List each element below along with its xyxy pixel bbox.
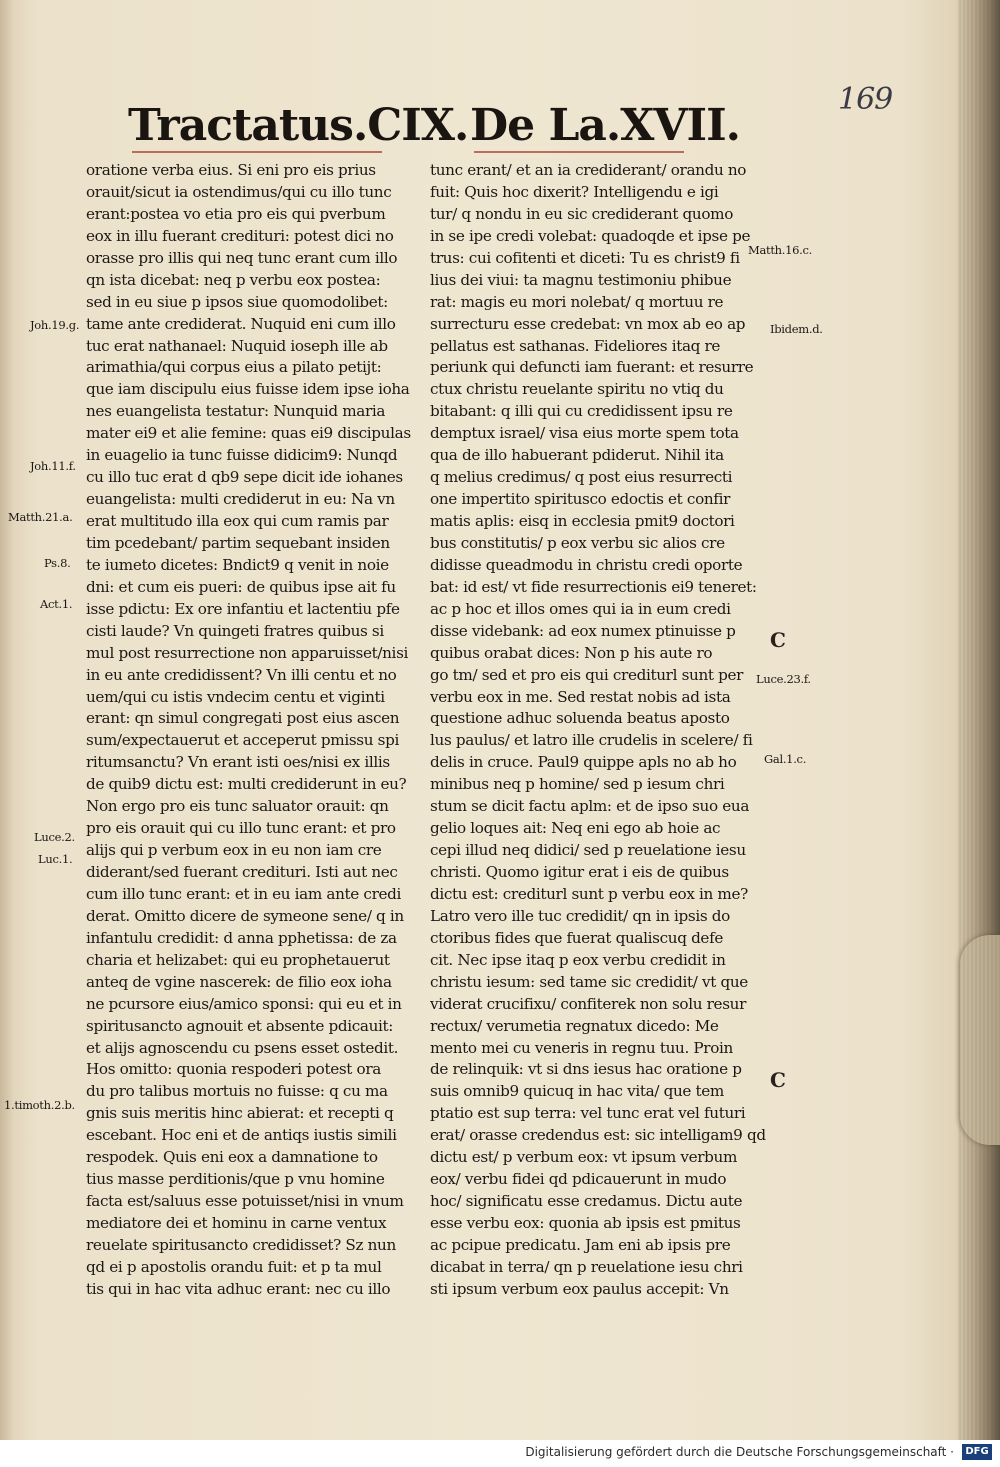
text-line: que iam discipulu eius fuisse idem ipse ioha [86, 380, 410, 399]
text-line: ptatio est sup terra: vel tunc erat vel futuri [430, 1104, 746, 1123]
text-line: lus paulus/ et latro ille crudelis in scelere/ fi [430, 731, 753, 750]
paragraph-mark: C [770, 1068, 786, 1092]
text-line: suis omnib9 quicuq in hac vita/ que tem [430, 1082, 724, 1101]
text-line: orauit/sicut ia ostendimus/qui cu illo tunc [86, 182, 392, 201]
text-line: Non ergo pro eis tunc saluator orauit: qn [86, 797, 389, 816]
text-line: Latro vero ille tuc credidit/ qn in ipsis do [430, 906, 730, 925]
margin-note: 1.timoth.2.b. [4, 1098, 75, 1112]
text-line: te iumeto dicetes: Bndict9 q venit in noie [86, 555, 389, 574]
text-column-right [430, 160, 766, 1301]
text-line: de quib9 dictu est: multi crediderunt in eu? [86, 775, 407, 794]
text-line: minibus neq p homine/ sed p iesum chri [430, 775, 725, 794]
text-line: et alijs agnoscendu cu psens esset ostedit. [86, 1038, 399, 1057]
text-line: erant: qn simul congregati post eius ascen [86, 709, 400, 728]
text-line: qn ista dicebat: neq p verbu eox postea: [86, 270, 381, 289]
text-line: disse videbank: ad eox numex ptinuisse p [430, 621, 736, 640]
text-line: bat: id est/ vt fide resurrectionis ei9 teneret: [430, 577, 757, 596]
text-line: one impertito spiritusco edoctis et confir [430, 490, 730, 509]
text-line: de relinquik: vt si dns iesus hac oratione p [430, 1060, 742, 1079]
text-line: cit. Nec ipse itaq p eox verbu credidit in [430, 950, 726, 969]
text-line: du pro talibus mortuis no fuisse: q cu ma [86, 1082, 388, 1101]
text-line: sti ipsum verbum eox paulus accepit: Vn [430, 1279, 729, 1298]
text-line: escebant. Hoc eni et de antiqs iustis simili [86, 1126, 397, 1145]
text-line: charia et helizabet: qui eu prophetauerut [86, 950, 390, 969]
text-line: in eu ante credidissent? Vn illi centu et no [86, 665, 397, 684]
text-line: lius dei viui: ta magnu testimoniu phibue [430, 270, 732, 289]
text-line: tuc erat nathanael: Nuquid ioseph ille ab [86, 336, 388, 355]
margin-note: Luce.23.f. [756, 672, 811, 686]
margin-note: Luc.1. [38, 852, 73, 866]
text-line: surrecturu esse credebat: vn mox ab eo ap [430, 314, 746, 333]
folio-number: 169 [838, 82, 893, 117]
text-line: mater ei9 et alie femine: quas ei9 discipulas [86, 424, 411, 443]
margin-note: Ibidem.d. [770, 322, 823, 336]
text-line: qua de illo habuerant pdiderut. Nihil ita [430, 446, 724, 465]
text-line: delis in cruce. Paul9 quippe apls no ab ho [430, 753, 737, 772]
dfg-logo: DFG [962, 1444, 992, 1460]
text-line: didisse queadmodu in christu credi oporte [430, 555, 743, 574]
text-line: dictu est: crediturl sunt p verbu eox in me? [430, 884, 748, 903]
text-line: rat: magis eu mori nolebat/ q mortuu re [430, 292, 724, 311]
text-line: esse verbu eox: quonia ab ipsis est pmitus [430, 1214, 741, 1232]
text-line: eox/ verbu fidei qd pdicauerunt in mudo [430, 1170, 727, 1189]
text-line: in se ipe credi volebat: quadoqde et ipse pe [430, 226, 751, 245]
text-line: tur/ q nondu in eu sic crediderant quomo [430, 204, 733, 223]
text-line: stum se dicit factu aplm: et de ipso suo eua [430, 797, 750, 816]
text-line: christu iesum: sed tame sic credidit/ vt que [430, 972, 748, 991]
text-line: anteq de vgine nascerek: de filio eox ioha [86, 972, 392, 991]
text-line: diderant/sed fuerant credituri. Isti aut nec [86, 863, 398, 881]
text-line: demptux israel/ visa eius morte spem tota [430, 424, 739, 443]
text-line: bus constitutis/ p eox verbu sic alios cre [430, 533, 725, 552]
margin-note: Matth.16.c. [748, 243, 813, 257]
text-line: alijs qui p verbum eox in eu non iam cre [86, 841, 382, 860]
text-line: cepi illud neq didici/ sed p reuelatione iesu [430, 841, 746, 860]
text-line: qd ei p apostolis orandu fuit: et p ta mul [86, 1257, 382, 1276]
text-line: trus: cui cofitenti et diceti: Tu es christ9 fi [430, 248, 740, 267]
text-line: rectux/ verumetia regnatux dicedo: Me [430, 1016, 719, 1035]
text-line: euangelista: multi crediderut in eu: Na vn [86, 490, 395, 509]
footer-bar [0, 1440, 1000, 1467]
text-line: cisti laude? Vn quingeti fratres quibus si [86, 621, 384, 640]
text-line: eox in illu fuerant credituri: potest dici no [86, 226, 394, 245]
text-line: sum/expectauerut et acceperut pmissu spi [86, 731, 399, 750]
margin-note: Gal.1.c. [764, 752, 807, 766]
text-line: fuit: Quis hoc dixerit? Intelligendu e igi [430, 182, 719, 201]
paragraph-mark: C [770, 628, 786, 652]
page-edge-tab [960, 935, 1000, 1145]
text-line: uem/qui cu istis vndecim centu et viginti [86, 687, 385, 706]
text-line: oratione verba eius. Si eni pro eis prius [86, 161, 376, 179]
text-line: tius masse perditionis/que p vnu homine [86, 1170, 385, 1189]
text-line: q melius credimus/ q post eius resurrecti [430, 468, 733, 487]
running-head-right: De La.XVII. [470, 100, 740, 151]
text-line: cum illo tunc erant: et in eu iam ante credi [86, 884, 402, 903]
text-line: quibus orabat dices: Non p his aute ro [430, 643, 713, 662]
text-line: infantulu credidit: d anna pphetissa: de za [86, 928, 397, 947]
margin-note: Joh.19.g. [30, 318, 80, 332]
text-line: periunk qui defuncti iam fuerant: et resurre [430, 358, 754, 377]
rubric-underline-right [474, 151, 684, 153]
text-line: dni: et cum eis pueri: de quibus ipse ait fu [86, 577, 396, 596]
text-line: spiritusancto agnouit et absente pdicauit: [86, 1016, 394, 1035]
text-line: pro eis orauit qui cu illo tunc erant: et pro [86, 819, 396, 838]
text-line: reuelate spiritusancto credidisset? Sz nun [86, 1235, 396, 1254]
text-line: pellatus est sathanas. Fideliores itaq re [430, 336, 721, 355]
text-line: ritumsanctu? Vn erant isti oes/nisi ex illis [86, 753, 390, 772]
text-line: ne pcursore eius/amico sponsi: qui eu et in [86, 994, 402, 1013]
text-line: mediatore dei et hominu in carne ventux [86, 1214, 387, 1232]
text-line: matis aplis: eisq in ecclesia pmit9 doctori [430, 512, 735, 530]
text-line: respodek. Quis eni eox a damnatione to [86, 1148, 378, 1167]
rubric-underline-left [132, 151, 382, 153]
text-line: ctoribus fides que fuerat qualiscuq defe [430, 928, 723, 947]
text-line: dictu est/ p verbum eox: vt ipsum verbum [430, 1148, 738, 1167]
text-line: tunc erant/ et an ia crediderant/ orandu no [430, 161, 747, 179]
text-line: ac p hoc et illos omes qui ia in eum credi [430, 599, 731, 618]
text-line: facta est/saluus esse potuisset/nisi in vnum [86, 1192, 404, 1211]
text-line: gnis suis meritis hinc abierat: et recepti q [86, 1104, 394, 1123]
text-line: orasse pro illis qui neq tunc erant cum illo [86, 248, 398, 267]
text-line: hoc/ significatu esse credamus. Dictu aute [430, 1192, 743, 1211]
text-line: in euagelio ia tunc fuisse didicim9: Nunqd [86, 446, 398, 465]
margin-note: Act.1. [40, 597, 73, 611]
text-line: mento mei cu veneris in regnu tuu. Proin [430, 1038, 733, 1057]
margin-note: Joh.11.f. [30, 459, 76, 473]
margin-note: Matth.21.a. [8, 510, 73, 524]
running-head-left: Tractatus.CIX. [128, 100, 469, 151]
text-line: derat. Omitto dicere de symeone sene/ q in [86, 906, 404, 925]
footer-credit: Digitalisierung gefördert durch die Deutsche Forschungsgemeinschaft · [525, 1445, 954, 1459]
text-column-left [86, 160, 416, 1301]
text-line: ac pcipue predicatu. Jam eni ab ipsis pre [430, 1235, 731, 1254]
text-line: mul post resurrectione non apparuisset/nisi [86, 643, 409, 662]
text-line: Hos omitto: quonia respoderi potest ora [86, 1060, 381, 1079]
text-line: go tm/ sed et pro eis qui crediturl sunt per [430, 665, 744, 684]
text-line: bitabant: q illi qui cu credidissent ipsu re [430, 402, 733, 421]
text-line: dicabat in terra/ qn p reuelatione iesu chri [430, 1257, 743, 1276]
margin-note: Ps.8. [44, 556, 71, 570]
text-line: isse pdictu: Ex ore infantiu et lactentiu pfe [86, 599, 400, 618]
text-line: erat/ orasse credendus est: sic intelligam9 qd [430, 1126, 766, 1145]
text-line: ctux christu reuelante spiritu no vtiq du [430, 380, 724, 399]
text-line: tim pcedebant/ partim sequebant insiden [86, 533, 390, 552]
text-line: erant:postea vo etia pro eis qui pverbum [86, 204, 386, 223]
text-line: cu illo tuc erat d qb9 sepe dicit ide iohanes [86, 468, 403, 487]
margin-note: Luce.2. [34, 830, 75, 844]
text-line: erat multitudo illa eox qui cum ramis par [86, 512, 389, 530]
text-line: nes euangelista testatur: Nunquid maria [86, 402, 386, 421]
text-line: christi. Quomo igitur erat i eis de quibus [430, 863, 729, 881]
text-line: arimathia/qui corpus eius a pilato petijt: [86, 358, 382, 377]
text-line: gelio loques ait: Neq eni ego ab hoie ac [430, 819, 721, 838]
text-line: sed in eu siue p ipsos siue quomodolibet: [86, 292, 388, 311]
text-line: tame ante crediderat. Nuquid eni cum illo [86, 314, 396, 333]
text-line: verbu eox in me. Sed restat nobis ad ista [430, 687, 731, 706]
text-line: viderat crucifixu/ confiterek non solu resur [430, 994, 746, 1013]
text-line: tis qui in hac vita adhuc erant: nec cu illo [86, 1279, 391, 1298]
text-line: questione adhuc soluenda beatus aposto [430, 709, 730, 728]
